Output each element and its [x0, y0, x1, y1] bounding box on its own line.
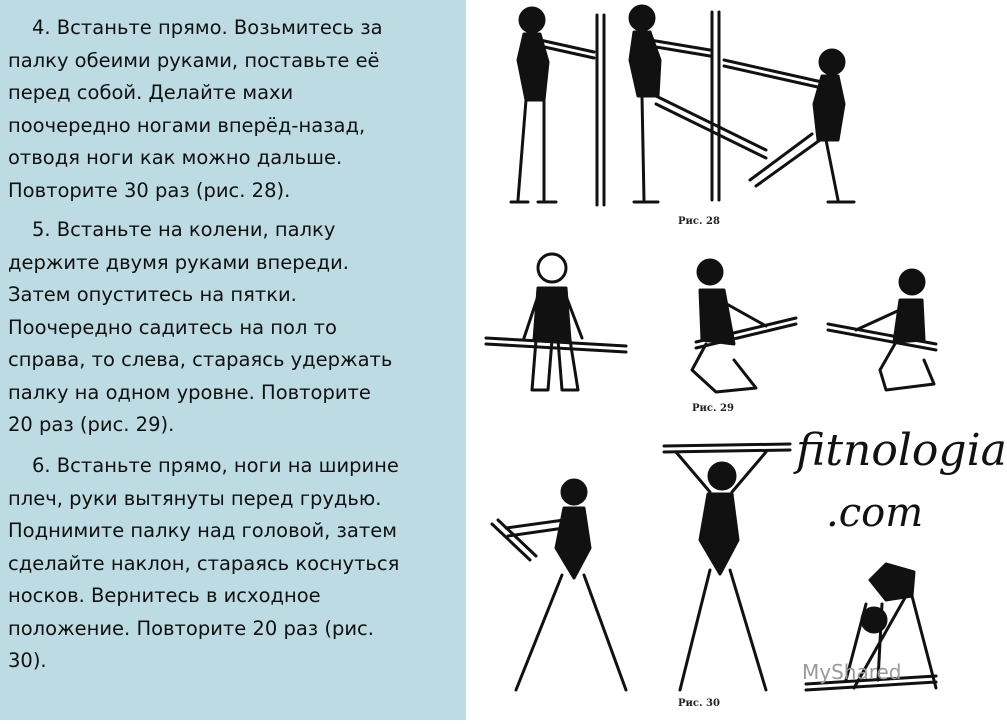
text-line: палку на одном уровне. Повторите — [8, 380, 371, 404]
text-line: плеч, руки вытянуты перед грудью. — [8, 486, 382, 510]
text-line: носков. Вернитесь в исходное — [8, 584, 321, 607]
watermark-myshared: MyShared — [802, 660, 902, 684]
figure-28-caption: Рис. 28 — [678, 216, 720, 227]
text-line: 6. Встаньте прямо, ноги на ширине — [32, 454, 399, 477]
watermark-domain: .com — [826, 490, 924, 536]
exercise-4-text — [8, 12, 462, 207]
stick-5 — [664, 444, 790, 446]
text-line: Повторите 30 раз (рис. 28). — [8, 178, 291, 202]
figure-29-group — [486, 254, 936, 392]
text-panel — [0, 0, 466, 720]
text-line: перед собой. Делайте махи — [8, 81, 294, 104]
text-line: 20 раз (рис. 29). — [8, 413, 175, 436]
exercise-illustrations — [466, 0, 1007, 720]
text-line: 30). — [8, 649, 47, 672]
text-line: Поднимите палку над головой, затем — [8, 519, 397, 542]
text-line: палку обеими руками, поставьте её — [8, 48, 380, 72]
text-line: 4. Встаньте прямо. Возьмитесь за — [32, 16, 383, 39]
text-line: справа, то слева, стараясь удержать — [8, 348, 393, 371]
text-line: положение. Повторите 20 раз (рис. — [8, 616, 374, 640]
figure-29-caption: Рис. 29 — [692, 403, 734, 414]
figure-30-caption: Рис. 30 — [678, 698, 720, 709]
text-line: 5. Встаньте на колени, палку — [32, 218, 336, 241]
exercise-5-text — [8, 214, 462, 442]
text-line: сделайте наклон, стараясь коснуться — [8, 551, 400, 575]
stick-4 — [492, 524, 530, 560]
text-line: Поочередно садитесь на пол то — [8, 315, 337, 339]
watermark-fitnologia: fitnologia — [796, 425, 1007, 476]
text-line: отводя ноги как можно дальше. — [8, 146, 343, 169]
figure-28-group — [511, 6, 854, 205]
text-line: держите двумя руками впереди. — [8, 250, 350, 274]
head — [520, 8, 544, 32]
text-line: Затем опуститесь на пятки. — [8, 283, 297, 306]
figure-30-group — [492, 444, 936, 690]
exercise-6-text — [8, 450, 462, 678]
illustration-canvas — [466, 0, 960, 720]
text-line: поочередно ногами вперёд-назад, — [8, 113, 366, 137]
